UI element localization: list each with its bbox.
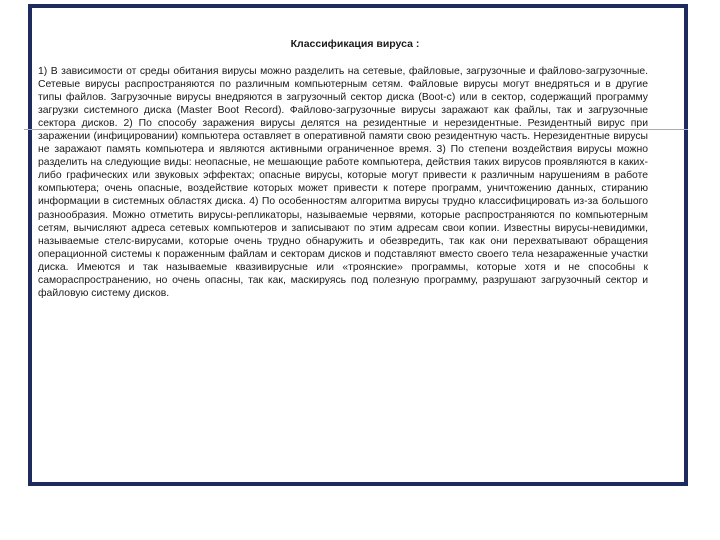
slide-content [38,38,648,300]
slide-title: Классификация вируса : [290,38,420,50]
slide-body-text: 1) В зависимости от среды обитания вирусы можно разделить на сетевые, файловые, загрузочные и файлово-загрузочные. Сетевые вирусы распространяются по различным компьютерным сетям. Файловые вирусы могут внедряться и в другие типы файлов. Загрузочные вирусы внедряются в загрузочный сектор диска (Boot-c) или в сектор, содержащий программу загрузки системного диска (Master Boot Record). Файлово-загрузочные вирусы заражают как файлы, так и загрузочные сектора дисков. 2) По способу заражения вирусы делятся на резидентные и нерезидентные. Резидентный вирус при заражении (инфицировании) компьютера оставляет в оперативной памяти свою резидентную часть. Нерезидентные вирусы не заражают память компьютера и являются активными ограниченное время. 3) По степени воздействия вирусы можно разделить на следующие виды: неопасные, не мешающие работе компьютера, действия таких вирусов проявляются в каких-либо графических или звуковых эффектах; опасные вирусы, которые могут привести к различным нарушениям в работе компьютера; очень опасные, воздействие которых может привести к потере программ, уничтожению данных, стиранию информации в системных областях диска. 4) По особенностям алгоритма вирусы трудно классифицировать из-за большого разнообразия. Можно отметить вирусы-репликаторы, называемые червями, которые распространяются по компьютерным сетям, вычисляют адреса сетевых компьютеров и записывают по этим адресам свои копии. Известны вирусы-невидимки, называемые стелс-вирусами, которые очень трудно обнаружить и обезвредить, так как они перехватывают обращения операционной системы к пораженным файлам и секторам дисков и подставляют вместо своего тела незараженные участки диска. Имеются и так называемые квазивирусные или «троянские» программы, которые хотя и не способны к самораспространению, но очень опасны, так как, маскируясь под полезную программу, разрушают загрузочный сектор и файловую систему дисков. [38,66,648,299]
